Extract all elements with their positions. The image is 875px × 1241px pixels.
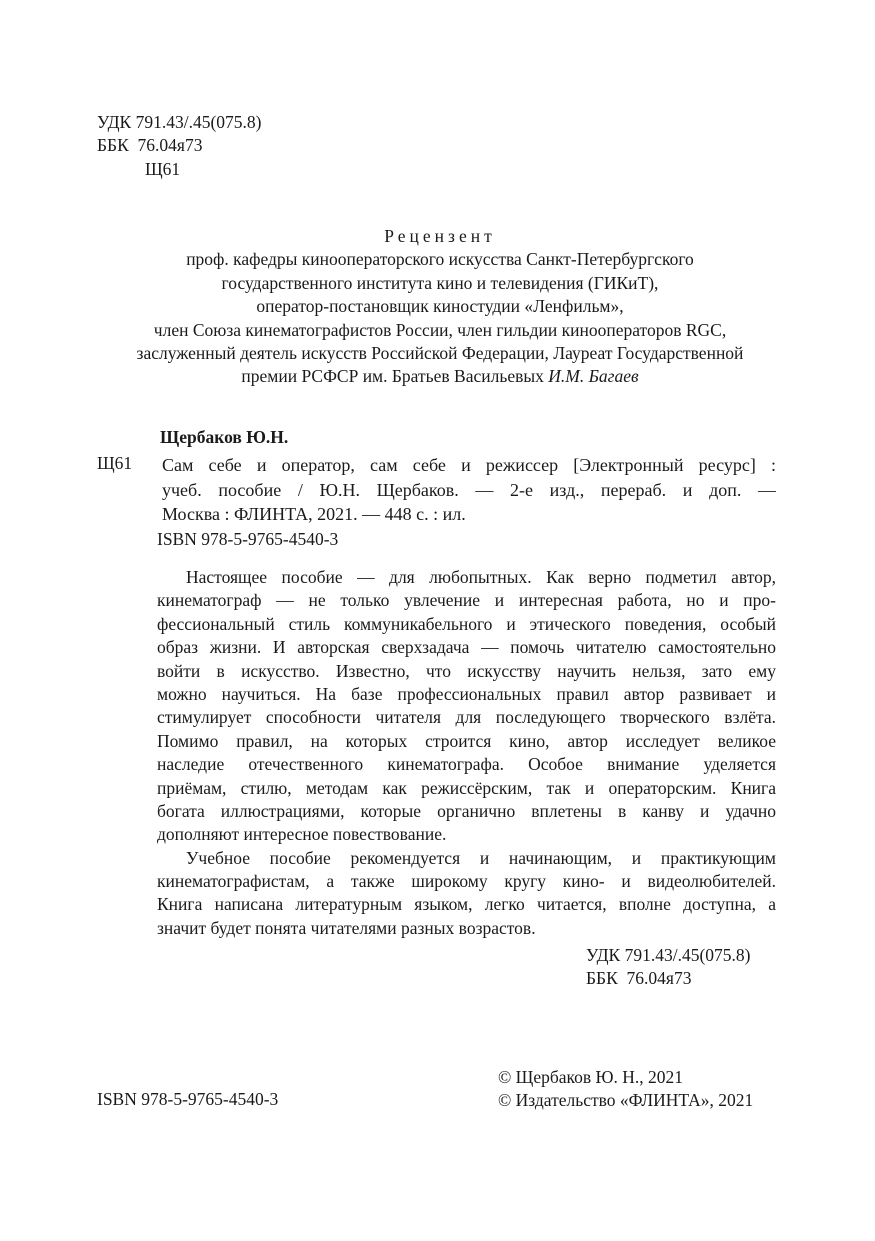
description-line: учеб. пособие / Ю.Н. Щербаков. — 2-е изд., перераб. и доп. — [162, 479, 776, 500]
reviewer-line: член Союза кинематографистов России, член гильдии кинооператоров RGC, [153, 319, 727, 340]
copyright-publisher: © Издательство «ФЛИНТА», 2021 [498, 1090, 754, 1111]
reviewer-line: проф. кафедры кинооператорского искусства Санкт-Петербургского [186, 249, 694, 270]
classification-block [97, 111, 262, 181]
reviewer-line: оператор-постановщик киностудии «Ленфильм», [256, 296, 624, 317]
annotation-line: Книга написана литературным языком, легко читается, вполне доступна, а [157, 894, 776, 915]
reviewer-award: премии РСФСР им. Братьев Васильевых [241, 366, 549, 387]
description-line: Сам себе и оператор, сам себе и режиссер [Электронный ресурс] : [162, 455, 776, 475]
annotation-line: значит будет понята читателями разных возрастов. [157, 917, 536, 938]
book-author: Щербаков Ю.Н. [160, 427, 289, 447]
bbk-code: ББК 76.04я73 [97, 135, 203, 156]
annotation-line: фессиональный стиль коммуникабельного и этического поведения, особый [157, 613, 776, 634]
reviewer-name: И.М. Багаев [548, 366, 639, 387]
book-description [162, 453, 776, 527]
reviewer-line [60, 365, 820, 388]
author-sign: Щ61 [145, 158, 181, 179]
annotation-line: образ жизни. И авторская сверхзадача — помочь читателю самостоятельно [157, 637, 776, 658]
classification-bottom [586, 944, 751, 991]
annotation-line: войти в искусство. Известно, что искусству научить нельзя, зато ему [157, 660, 776, 681]
annotation-line: Помимо правил, на которых строится кино, автор исследует великое [157, 730, 776, 751]
book-isbn: ISBN 978-5-9765-4540-3 [157, 529, 339, 549]
annotation-line: стимулирует способности читателя для последующего творческого взлёта. [157, 707, 776, 728]
annotation-line: можно научиться. На базе профессиональных правил автор развивает и [157, 683, 776, 704]
reviewer-block [60, 225, 820, 389]
annotation-line: кинематографистам, а также широкому кругу кино- и видеолюбителей. [157, 871, 776, 892]
copyright-author: © Щербаков Ю. Н., 2021 [498, 1067, 684, 1087]
annotation-line: Учебное пособие рекомендуется и начинающим, и практикующим [186, 847, 776, 868]
annotation-line: приёмам, стилю, методам как режиссёрским, так и операторским. Книга [157, 777, 776, 798]
reviewer-heading: Рецензент [384, 226, 496, 246]
reviewer-line: государственного института кино и телевидения (ГИКиТ), [221, 272, 659, 293]
bbk-code-bottom: ББК 76.04я73 [586, 968, 692, 989]
udk-code-bottom: УДК 791.43/.45(075.8) [586, 945, 751, 965]
udk-code: УДК 791.43/.45(075.8) [97, 112, 262, 132]
copyright-block [498, 1066, 753, 1113]
annotation-line: кинематограф — не только увлечение и интересная работа, но и про- [157, 590, 776, 611]
annotation [157, 566, 776, 940]
book-sign: Щ61 [97, 453, 133, 473]
description-line: Москва : ФЛИНТА, 2021. — 448 с. : ил. [162, 504, 466, 524]
annotation-line: богата иллюстрациями, которые органично вплетены в канву и удачно [157, 800, 776, 821]
footer-isbn: ISBN 978-5-9765-4540-3 [97, 1089, 279, 1109]
annotation-line: Настоящее пособие — для любопытных. Как верно подметил автор, [186, 567, 776, 587]
reviewer-line: заслуженный деятель искусств Российской Федерации, Лауреат Государственной [136, 342, 744, 363]
annotation-line: наследие отечественного кинематографа. Особое внимание уделяется [157, 754, 776, 775]
annotation-line: дополняют интересное повествование. [157, 824, 447, 845]
